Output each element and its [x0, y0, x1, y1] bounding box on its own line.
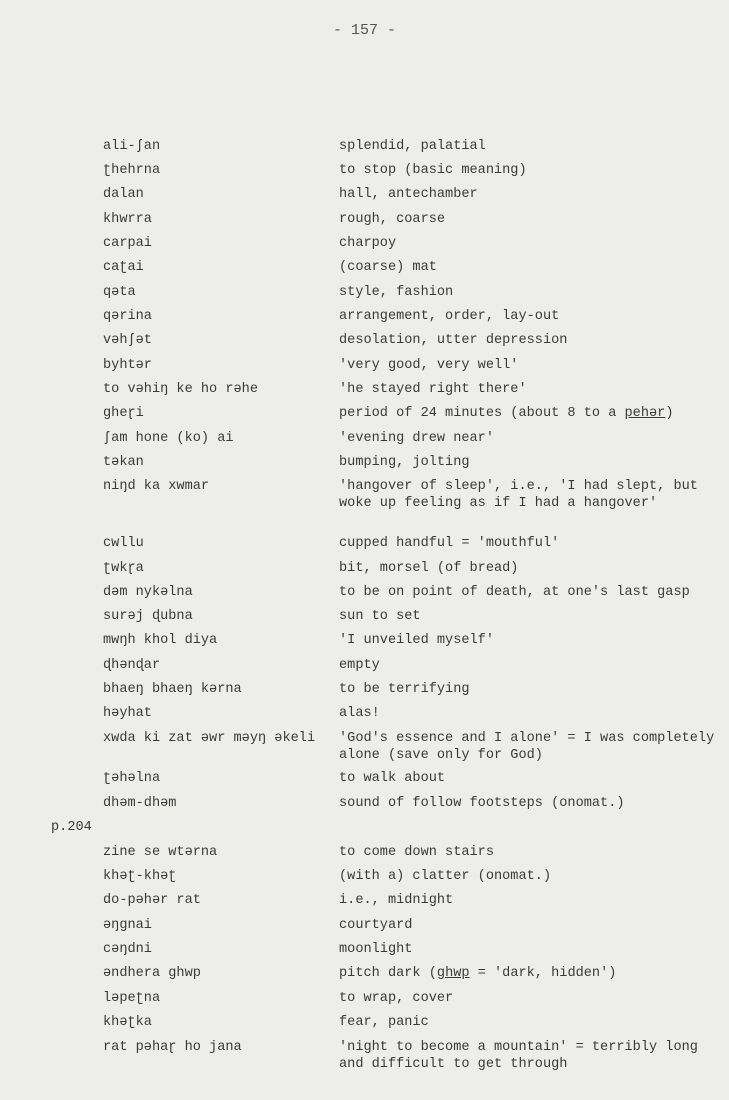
entry-gloss: to wrap, cover: [339, 991, 454, 1006]
gloss-text: period of 24 minutes (about 8 to a: [339, 406, 625, 421]
entry-term: caʈai: [103, 260, 144, 275]
entry-term: rat pəhaɽ ho jana: [103, 1040, 242, 1055]
entry-gloss: arrangement, order, lay-out: [339, 309, 560, 324]
entry-term: byhtər: [103, 358, 152, 373]
entry-gloss: bumping, jolting: [339, 455, 470, 470]
entry-term: cwllu: [103, 536, 144, 551]
entry-gloss: courtyard: [339, 918, 413, 933]
entry-term: zine se wtərna: [103, 845, 218, 860]
entry-gloss: empty: [339, 658, 380, 673]
entry-gloss: to come down stairs: [339, 845, 494, 860]
entry-gloss: to stop (basic meaning): [339, 163, 527, 178]
entry-gloss: 'very good, very well': [339, 358, 519, 373]
entry-gloss: sound of follow footsteps (onomat.): [339, 796, 625, 811]
entry-term: carpai: [103, 236, 152, 251]
entry-gloss: 'God's essence and I alone' = I was completely alone (save only for God): [339, 731, 715, 763]
entry-term: dalan: [103, 187, 144, 202]
gloss-text: pitch dark (: [339, 966, 437, 981]
entry-gloss: 'he stayed right there': [339, 382, 527, 397]
entry-term: vəhʃət: [103, 333, 152, 348]
entry-gloss: alas!: [339, 706, 380, 721]
entry-term: ɖhənɖar: [103, 658, 161, 673]
entry-term: mwŋh khol diya: [103, 633, 218, 648]
entry-term: təkan: [103, 455, 144, 470]
entry-term: cəŋdni: [103, 942, 152, 957]
entry-gloss: charpoy: [339, 236, 397, 251]
entry-term: ʈəhəlna: [103, 771, 161, 786]
entry-gloss: (coarse) mat: [339, 260, 437, 275]
entry-term: ali-ʃan: [103, 139, 161, 154]
entry-term: niŋd ka xwmar: [103, 479, 210, 494]
gloss-text: = 'dark, hidden'): [469, 966, 617, 981]
entry-term: ʈwkɽa: [103, 561, 144, 576]
entry-term: to vəhiŋ ke ho rəhe: [103, 382, 258, 397]
entry-gloss: [339, 406, 724, 423]
entry-term: khəʈ-khəʈ: [103, 869, 177, 884]
entry-gloss: splendid, palatial: [339, 139, 486, 154]
entry-term: do-pəhər rat: [103, 893, 201, 908]
entry-gloss: 'I unveiled myself': [339, 633, 494, 648]
entry-gloss: to be terrifying: [339, 682, 470, 697]
entry-term: qəta: [103, 285, 136, 300]
entry-gloss: [339, 966, 724, 983]
entry-gloss: hall, antechamber: [339, 187, 478, 202]
section-label: p.204: [51, 820, 92, 835]
entry-gloss: (with a) clatter (onomat.): [339, 869, 552, 884]
page-number: - 157 -: [332, 22, 396, 39]
entry-gloss: bit, morsel (of bread): [339, 561, 519, 576]
entry-term: bhaeŋ bhaeŋ kərna: [103, 682, 242, 697]
entry-term: khwrra: [103, 212, 152, 227]
entry-gloss: to be on point of death, at one's last gasp: [339, 585, 690, 600]
underlined-term: ghwp: [436, 966, 470, 981]
entry-gloss: 'night to become a mountain' = terribly long and difficult to get through: [339, 1040, 698, 1072]
entry-term: gheɽi: [103, 406, 144, 421]
entry-term: ʃam hone (ko) ai: [103, 431, 234, 446]
entry-gloss: sun to set: [339, 609, 421, 624]
entry-gloss: cupped handful = 'mouthful': [339, 536, 560, 551]
entry-gloss: rough, coarse: [339, 212, 446, 227]
entry-term: əŋgnai: [103, 918, 152, 933]
entry-term: həyhat: [103, 706, 152, 721]
entry-gloss: i.e., midnight: [339, 893, 454, 908]
entry-term: ləpeʈna: [103, 991, 161, 1006]
entry-gloss: desolation, utter depression: [339, 333, 568, 348]
entry-gloss: 'evening drew near': [339, 431, 494, 446]
gloss-text: ): [665, 406, 674, 421]
entry-term: qərina: [103, 309, 152, 324]
entry-term: khəʈka: [103, 1015, 152, 1030]
entry-term: dəm nykəlna: [103, 585, 193, 600]
entry-term: ʈhehrna: [103, 163, 161, 178]
entry-term: surəj ɖubna: [103, 609, 193, 624]
entry-gloss: fear, panic: [339, 1015, 429, 1030]
entry-gloss: to walk about: [339, 771, 446, 786]
entry-term: dhəm-dhəm: [103, 796, 177, 811]
entry-term: xwda ki zat əwr məyŋ əkeli: [103, 731, 316, 746]
underlined-term: pehər: [624, 406, 666, 421]
entry-gloss: style, fashion: [339, 285, 454, 300]
entry-term: əndhera ghwp: [103, 966, 201, 981]
entry-gloss: moonlight: [339, 942, 413, 957]
entry-gloss: 'hangover of sleep', i.e., 'I had slept, but woke up feeling as if I had a hangover': [339, 479, 698, 511]
